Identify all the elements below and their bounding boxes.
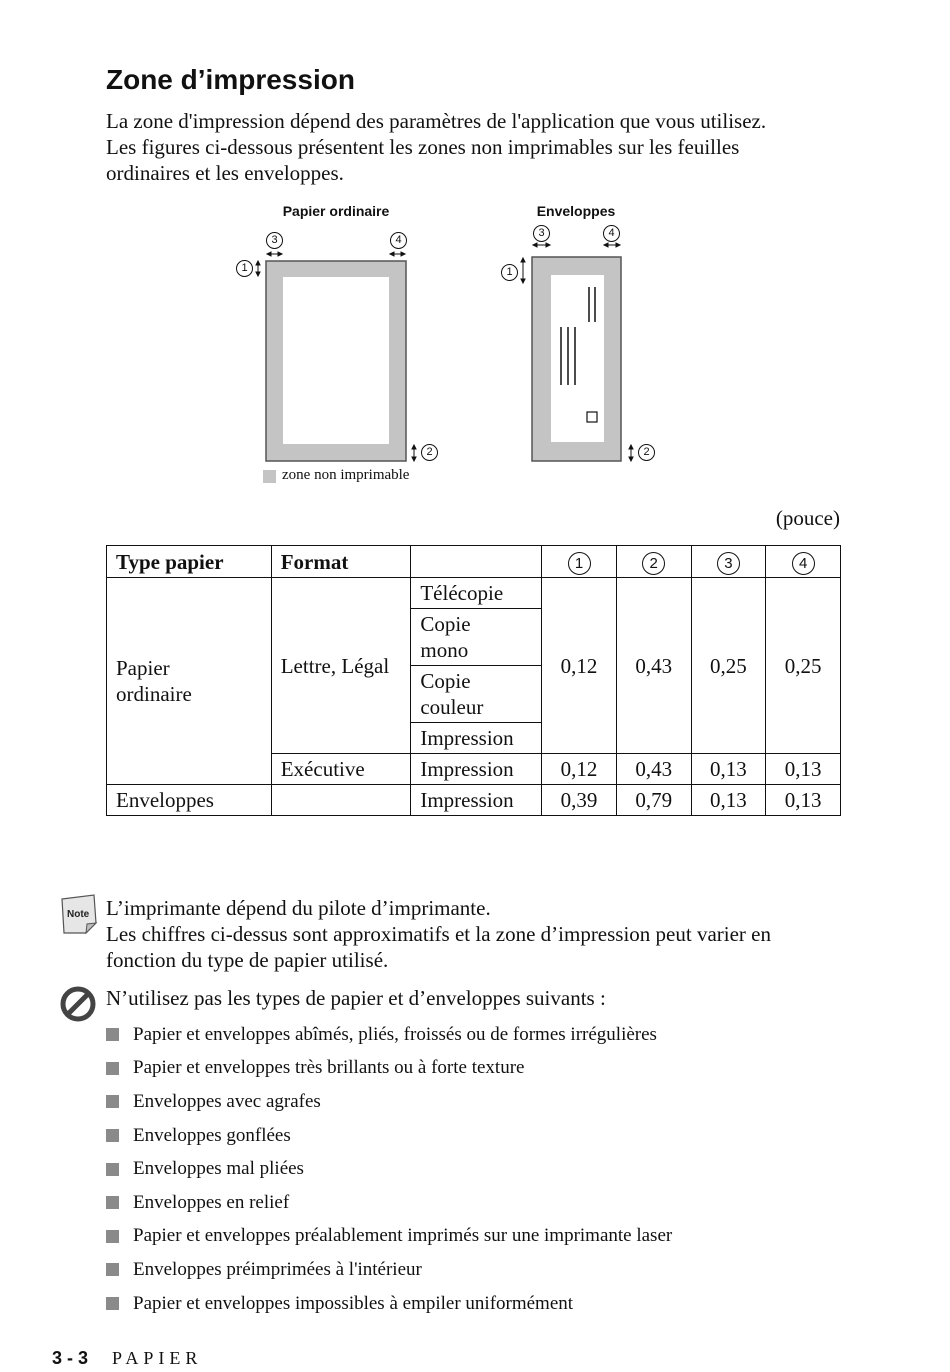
exec-value-1: 0,12 xyxy=(542,754,617,785)
letter-value-2: 0,43 xyxy=(616,578,691,754)
format-envelopes-empty xyxy=(271,785,411,816)
prohibited-icon xyxy=(59,985,99,1025)
section-name: PAPIER xyxy=(112,1348,203,1368)
bullet-square-icon xyxy=(106,1297,119,1310)
margin-table xyxy=(106,545,841,816)
plain-paper-label: Papier ordinaire xyxy=(282,203,390,219)
table-row xyxy=(107,578,841,609)
warning-text: N’utilisez pas les types de papier et d’enveloppes suivants : xyxy=(106,986,606,1010)
plain-printable-area xyxy=(283,277,389,444)
list-item: Enveloppes mal pliées xyxy=(106,1152,672,1186)
note-icon-label: Note xyxy=(67,909,90,920)
letter-value-1: 0,12 xyxy=(542,578,617,754)
bullet-square-icon xyxy=(106,1196,119,1209)
exec-value-2: 0,43 xyxy=(616,754,691,785)
marker-4-envelope: 4 xyxy=(603,225,620,242)
marker-2-plain: 2 xyxy=(421,444,438,461)
list-item: Papier et enveloppes abîmés, pliés, froissés ou de formes irrégulières xyxy=(106,1018,672,1052)
printable-area-diagram xyxy=(220,225,680,495)
env-value-2: 0,79 xyxy=(616,785,691,816)
bullet-square-icon xyxy=(106,1095,119,1108)
header-type: Type papier xyxy=(107,546,272,578)
env-mode: Impression xyxy=(411,785,542,816)
bullet-square-icon xyxy=(106,1028,119,1041)
note-icon xyxy=(56,893,100,937)
page-number: 3 - 3 xyxy=(52,1348,89,1368)
marker-3-envelope: 3 xyxy=(533,225,550,242)
list-item: Papier et enveloppes impossibles à empiler uniformément xyxy=(106,1287,672,1321)
note-text xyxy=(106,895,866,973)
warning-list xyxy=(106,1018,672,1320)
list-item: Enveloppes en relief xyxy=(106,1186,672,1220)
bullet-square-icon xyxy=(106,1163,119,1176)
table-header-row xyxy=(107,546,841,578)
type-envelopes: Enveloppes xyxy=(107,785,272,816)
list-item: Enveloppes gonflées xyxy=(106,1119,672,1153)
letter-value-4: 0,25 xyxy=(766,578,841,754)
intro-line: Les figures ci-dessous présentent les zones non imprimables sur les feuilles xyxy=(106,135,740,159)
marker-3-plain: 3 xyxy=(266,232,283,249)
format-letter: Lettre, Légal xyxy=(271,578,411,754)
header-format: Format xyxy=(271,546,411,578)
bullet-square-icon xyxy=(106,1062,119,1075)
legend-swatch xyxy=(263,470,276,483)
header-marker-3: 3 xyxy=(691,546,766,578)
header-empty xyxy=(411,546,542,578)
type-plain: Papier ordinaire xyxy=(107,578,272,785)
intro-paragraph xyxy=(106,108,866,186)
bullet-square-icon xyxy=(106,1263,119,1276)
mode-copy-color: Copie couleur xyxy=(411,666,542,723)
bullet-square-icon xyxy=(106,1129,119,1142)
marker-2-envelope: 2 xyxy=(638,444,655,461)
bullet-square-icon xyxy=(106,1230,119,1243)
list-item: Enveloppes préimprimées à l'intérieur xyxy=(106,1253,672,1287)
note-line: Les chiffres ci-dessus sont approximatifs et la zone d’impression peut varier en xyxy=(106,922,771,946)
intro-line: La zone d'impression dépend des paramètres de l'application que vous utilisez. xyxy=(106,109,767,133)
mode-print: Impression xyxy=(411,723,542,754)
exec-value-3: 0,13 xyxy=(691,754,766,785)
stamp-icon xyxy=(587,412,597,422)
header-marker-2: 2 xyxy=(616,546,691,578)
env-value-3: 0,13 xyxy=(691,785,766,816)
exec-mode: Impression xyxy=(411,754,542,785)
envelope-label: Enveloppes xyxy=(536,203,616,219)
unit-label: (pouce) xyxy=(775,506,840,530)
marker-4-plain: 4 xyxy=(390,232,407,249)
table-row xyxy=(107,785,841,816)
mode-copy-mono: Copie mono xyxy=(411,609,542,666)
mode-fax: Télécopie xyxy=(411,578,542,609)
env-value-1: 0,39 xyxy=(542,785,617,816)
header-marker-1: 1 xyxy=(542,546,617,578)
note-line: L’imprimante dépend du pilote d’imprimante. xyxy=(106,896,491,920)
page-title: Zone d’impression xyxy=(106,64,355,95)
legend-text: zone non imprimable xyxy=(282,467,410,483)
page-footer xyxy=(52,1348,202,1369)
format-executive: Exécutive xyxy=(271,754,411,785)
env-value-4: 0,13 xyxy=(766,785,841,816)
exec-value-4: 0,13 xyxy=(766,754,841,785)
marker-1-envelope: 1 xyxy=(501,264,518,281)
list-item: Papier et enveloppes préalablement imprimés sur une imprimante laser xyxy=(106,1220,672,1254)
header-marker-4: 4 xyxy=(766,546,841,578)
marker-1-plain: 1 xyxy=(236,260,253,277)
list-item: Enveloppes avec agrafes xyxy=(106,1085,672,1119)
letter-value-3: 0,25 xyxy=(691,578,766,754)
list-item: Papier et enveloppes très brillants ou à forte texture xyxy=(106,1052,672,1086)
intro-line: ordinaires et les enveloppes. xyxy=(106,161,344,185)
note-line: fonction du type de papier utilisé. xyxy=(106,948,389,972)
